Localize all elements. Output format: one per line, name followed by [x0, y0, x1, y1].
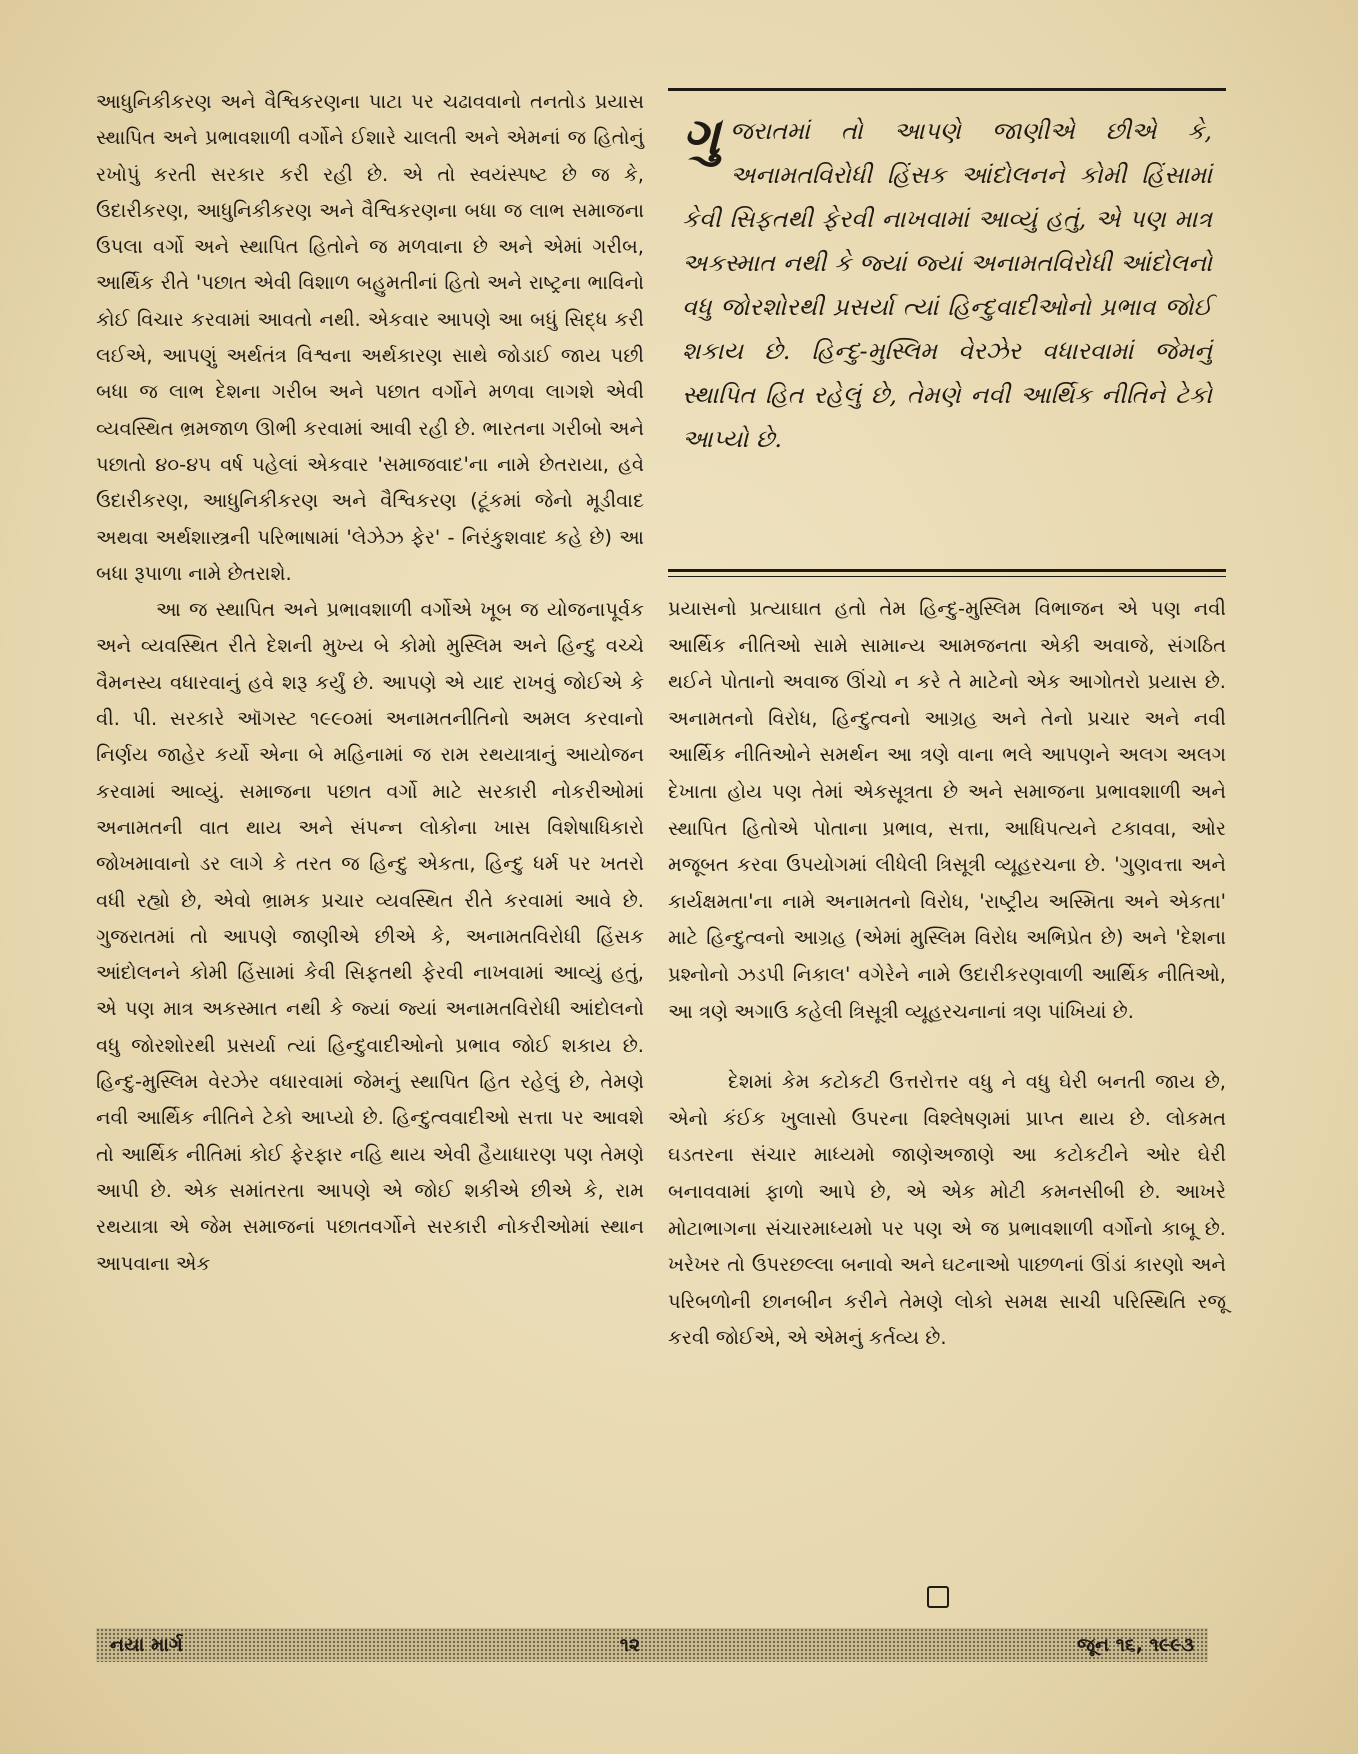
pullquote-bottom-rule	[668, 569, 1226, 577]
footer-page-number: ૧૨	[619, 1634, 641, 1656]
footer-magazine-name: નયા માર્ગ	[110, 1634, 183, 1656]
end-of-article-square-icon	[927, 1586, 949, 1608]
pullquote-dropcap: ગુ	[682, 106, 720, 167]
left-paragraph-2: આ જ સ્થાપિત અને પ્રભાવશાળી વર્ગોએ ખૂબ જ યોજનાપૂર્વક અને વ્યવસ્થિત રીતે દેશની મુખ્ય બે કોમો મુસ્લિમ અને હિન્દુ વચ્ચે વૈમનસ્ય વધારવાનું હવે શરૂ કર્યું છે. આપણે એ યાદ રાખવું જોઈએ કે વી. પી. સરકારે ઑગસ્ટ ૧૯૯૦માં અનામતનીતિનો અમલ કરવાનો નિર્ણય જાહેર કર્યો એના બે મહિનામાં જ રામ રથયાત્રાનું આયોજન કરવામાં આવ્યું. સમાજના પછાત વર્ગો માટે સરકારી નોકરીઓમાં અનામતની વાત થાય અને સંપન્ન લોકોના ખાસ વિશેષાધિકારો જોખમાવાનો ડર લાગે કે તરત જ હિન્દુ એકતા, હિન્દુ ધર્મ પર ખતરો વધી રહ્યો છે, એવો ભ્રામક પ્રચાર વ્યવસ્થિત રીતે કરવામાં આવે છે. ગુજરાતમાં તો આપણે જાણીએ છીએ કે, અનામતવિરોધી હિંસક આંદોલનને કોમી હિંસામાં કેવી સિફતથી ફેરવી નાખવામાં આવ્યું હતું, એ પણ માત્ર અકસ્માત નથી કે જ્યાં જ્યાં અનામતવિરોધી આંદોલનો વધુ જોરશોરથી પ્રસર્યા ત્યાં હિન્દુવાદીઓનો પ્રભાવ જોઈ શકાય છે. હિન્દુ-મુસ્લિમ વેરઝેર વધારવામાં જેમનું સ્થાપિત હિત રહેલું છે, તેમણે નવી આર્થિક નીતિને ટેકો આપ્યો છે. હિન્દુત્વવાદીઓ સત્તા પર આવશે તો આર્થિક નીતિમાં કોઈ ફેરફાર નહિ થાય એવી હૈયાધારણ પણ તેમણે આપી છે. એક સમાંતરતા આપણે એ જોઈ શકીએ છીએ કે, રામ રથયાત્રા એ જેમ સમાજનાં પછાતવર્ગોને સરકારી નોકરીઓમાં સ્થાન આપવાના એક	[96, 598, 644, 1275]
right-column	[668, 88, 1226, 1357]
left-column	[96, 84, 644, 1282]
right-body	[668, 591, 1226, 1357]
pullquote	[682, 106, 1212, 569]
pullquote-text: જરાતમાં તો આપણે જાણીએ છીએ કે, અનામતવિરોધી હિંસક આંદોલનને કોમી હિંસામાં કેવી સિફતથી ફેરવી નાખવામાં આવ્યું હતું, એ પણ માત્ર અકસ્માત નથી કે જ્યાં જ્યાં અનામતવિરોધી આંદોલનો વધુ જોરશોરથી પ્રસર્યા ત્યાં હિન્દુવાદીઓનો પ્રભાવ જોઈ શકાય છે. હિન્દુ-મુસ્લિમ વેરઝેર વધારવામાં જેમનું સ્થાપિત હિત રહેલું છે, તેમણે નવી આર્થિક નીતિને ટેકો આપ્યો છે.	[682, 117, 1212, 453]
right-paragraph-2: દેશમાં કેમ કટોકટી ઉત્તરોત્તર વધુ ને વધુ ઘેરી બનતી જાય છે, એનો કંઈક ખુલાસો ઉપરના વિશ્લેષણમાં પ્રાપ્ત થાય છે. લોકમત ઘડતરના સંચાર માધ્યમો જાણેઅજાણે આ કટોકટીને ઓર ઘેરી બનાવવામાં ફાળો આપે છે, એ એક મોટી કમનસીબી છે. આખરે મોટાભાગના સંચારમાધ્યમો પર પણ એ જ પ્રભાવશાળી વર્ગોનો કાબૂ છે. ખરેખર તો ઉપરછલ્લા બનાવો અને ઘટનાઓ પાછળનાં ઊંડાં કારણો અને પરિબળોની છાનબીન કરીને તેમણે લોકો સમક્ષ સાચી પરિસ્થિતિ રજૂ કરવી જોઈએ, એ એમનું કર્તવ્ય છે.	[668, 1070, 1226, 1350]
page-footer	[96, 1628, 1208, 1662]
pullquote-top-rule	[668, 88, 1226, 91]
right-paragraph-1: પ્રયાસનો પ્રત્યાઘાત હતો તેમ હિન્દુ-મુસ્લિમ વિભાજન એ પણ નવી આર્થિક નીતિઓ સામે સામાન્ય આમજનતા એકી અવાજે, સંગઠિત થઈને પોતાનો અવાજ ઊંચો ન કરે તે માટેનો એક આગોતરો પ્રયાસ છે. અનામતનો વિરોધ, હિન્દુત્વનો આગ્રહ અને તેનો પ્રચાર અને નવી આર્થિક નીતિઓને સમર્થન આ ત્રણે વાના ભલે આપણને અલગ અલગ દેખાતા હોય પણ તેમાં એકસૂત્રતા છે અને સમાજના પ્રભાવશાળી અને સ્થાપિત હિતોએ પોતાના પ્રભાવ, સત્તા, આધિપત્યને ટકાવવા, ઓર મજૂબત કરવા ઉપયોગમાં લીધેલી ત્રિસૂત્રી વ્યૂહરચના છે. 'ગુણવત્તા અને કાર્યક્ષમતા'ના નામે અનામતનો વિરોધ, 'રાષ્ટ્રીય અસ્મિતા અને એકતા' માટે હિન્દુત્વનો આગ્રહ (એમાં મુસ્લિમ વિરોધ અભિપ્રેત છે) અને 'દેશના પ્રશ્નોનો ઝડપી નિકાલ' વગેરેને નામે ઉદારીકરણવાળી આર્થિક નીતિઓ, આ ત્રણે અગાઉ કહેલી ત્રિસૂત્રી વ્યૂહરચનાનાં ત્રણ પાંખિયાં છે.	[668, 597, 1226, 1023]
left-paragraph-1: આધુનિકીકરણ અને વૈશ્વિકરણના પાટા પર ચઢાવવાનો તનતોડ પ્રયાસ સ્થાપિત અને પ્રભાવશાળી વર્ગોને ઈશારે ચાલતી અને એમનાં જ હિતોનું રખોપું કરતી સરકાર કરી રહી છે. એ તો સ્વયંસ્પષ્ટ છે જ કે, ઉદારીકરણ, આધુનિકીકરણ અને વૈશ્વિકરણના બધા જ લાભ સમાજના ઉપલા વર્ગો અને સ્થાપિત હિતોને જ મળવાના છે અને એમાં ગરીબ, આર્થિક રીતે 'પછાત એવી વિશાળ બહુમતીનાં હિતો અને રાષ્ટ્રના ભાવિનો કોઈ વિચાર કરવામાં આવતો નથી. એકવાર આપણે આ બધું સિદ્ધ કરી લઈએ, આપણું અર્થતંત્ર વિશ્વના અર્થકારણ સાથે જોડાઈ જાય પછી બધા જ લાભ દેશના ગરીબ અને પછાત વર્ગોને મળવા લાગશે એવી વ્યવસ્થિત ભ્રમજાળ ઊભી કરવામાં આવી રહી છે. ભારતના ગરીબો અને પછાતો ૪૦-૪૫ વર્ષ પહેલાં એકવાર 'સમાજવાદ'ના નામે છેતરાયા, હવે ઉદારીકરણ, આધુનિકીકરણ અને વૈશ્વિકરણ (ટૂંકમાં જેનો મૂડીવાદ અથવા અર્થશાસ્ત્રની પરિભાષામાં 'લેઝેઝ ફેર' - નિરંકુશવાદ કહે છે) આ બધા રૂપાળા નામે છેતરાશે.	[96, 90, 644, 585]
footer-date: જૂન ૧૬, ૧૯૯૩	[1077, 1634, 1194, 1656]
